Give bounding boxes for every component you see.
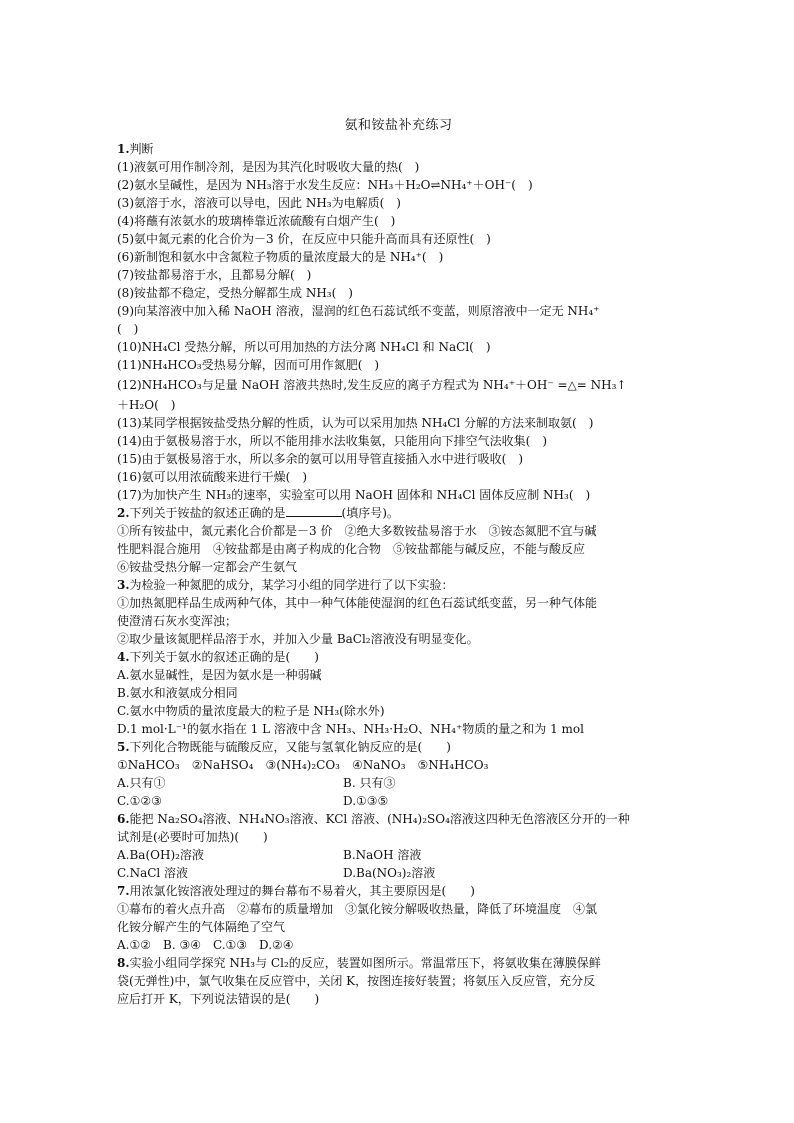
q2-number: 2. [117,506,130,520]
q7-reason-line: 化铵分解产生的气体隔绝了空气 [117,920,286,934]
q8-number: 8. [117,956,130,970]
q2-stem [117,504,680,522]
q6-stem-text: 能把 Na₂SO₄溶液、NH₄NO₃溶液、KCl 溶液、(NH₄)₂SO₄溶液这四种无色溶液区分开的一种 [129,812,630,826]
q1-item: (14)由于氨极易溶于水，所以不能用排水法收集氨，只能用向下排空气法收集( ) [117,434,547,448]
q1-item: (4)将蘸有浓氨水的玻璃棒靠近浓硫酸有白烟产生( ) [117,214,396,228]
q1-item: (11)NH₄HCO₃受热易分解，因而可用作氮肥( ) [117,358,380,372]
q3-line: ②取少量该氮肥样品溶于水，并加入少量 BaCl₂溶液没有明显变化。 [117,632,479,646]
q1-item: (2)氨水呈碱性，是因为 NH₃溶于水发生反应：NH₃＋H₂O⇌NH₄⁺＋OH⁻( ) [117,178,533,192]
q1-header [117,140,680,158]
q1-item: (8)铵盐都不稳定，受热分解都生成 NH₃( ) [117,286,353,300]
q6-options-row [117,846,680,864]
q2-statement-line: ①所有铵盐中，氮元素化合价都是－3 价 ②绝大多数铵盐易溶于水 ③铵态氮肥不宜与碱 [117,524,597,538]
q4-option-b[interactable]: B.氨水和液氨成分相同 [117,686,238,700]
q7-options[interactable]: A.①② B. ③④ C.①③ D.②④ [117,938,294,952]
q1-item: ＋H₂O( ) [117,398,176,412]
q6-option-b[interactable]: B.NaOH 溶液 [343,848,422,862]
q5-stem [117,738,680,756]
q5-compound-list: ①NaHCO₃ ②NaHSO₄ ③(NH₄)₂CO₃ ④NaNO₃ ⑤NH₄HCO₃ [117,758,489,772]
q4-stem-text: 下列关于氨水的叙述正确的是( ) [129,650,319,664]
q5-options-row [117,774,680,792]
q1-item: (12)NH₄HCO₃与足量 NaOH 溶液共热时,发生反应的离子方程式为 NH₄⁺＋OH⁻ =△= NH₃↑ [117,378,627,392]
q1-item: (9)向某溶液中加入稀 NaOH 溶液，湿润的红色石蕊试纸不变蓝，则原溶液中一定无 NH₄⁺ [117,304,600,318]
q6-stem [117,810,680,828]
q1-item: (17)为加快产生 NH₃的速率，实验室可以用 NaOH 固体和 NH₄Cl 固体反应制 NH₃( ) [117,488,591,502]
q8-stem-text: 实验小组同学探究 NH₃与 Cl₂的反应，装置如图所示。常温常压下，将氨收集在薄膜保鲜 [129,956,601,970]
q1-item: (13)某同学根据铵盐受热分解的性质，认为可以采用加热 NH₄Cl 分解的方法来制取氨( ) [117,416,594,430]
q1-number: 1. [117,142,130,156]
q1-item: (1)液氨可用作制冷剂，是因为其汽化时吸收大量的热( ) [117,160,420,174]
q6-option-a[interactable]: A.Ba(OH)₂溶液 [117,848,204,862]
q5-option-a[interactable]: A.只有① [117,776,166,790]
q1-item: (7)铵盐都易溶于水，且都易分解( ) [117,268,312,282]
q7-number: 7. [117,884,130,898]
q6-option-c[interactable]: C.NaCl 溶液 [117,866,189,880]
q4-number: 4. [117,650,130,664]
q8-stem [117,954,680,972]
q3-number: 3. [117,578,130,592]
q2-statement-line: ⑥铵盐受热分解一定都会产生氨气 [117,560,298,574]
q1-item: (3)氨溶于水，溶液可以导电，因此 NH₃为电解质( ) [117,196,401,210]
q4-option-c[interactable]: C.氨水中物质的量浓度最大的粒子是 NH₃(除水外) [117,704,385,718]
q8-stem-cont: 应后打开 K，下列说法错误的是( ) [117,992,320,1006]
q4-stem [117,648,680,666]
q4-option-d[interactable]: D.1 mol·L⁻¹的氨水指在 1 L 溶液中含 NH₃、NH₃·H₂O、NH₄⁺物质的量之和为 1 mol [117,722,584,736]
q5-stem-text: 下列化合物既能与硫酸反应，又能与氢氧化钠反应的是( ) [129,740,451,754]
q7-reason-line: ①幕布的着火点升高 ②幕布的质量增加 ③氯化铵分解吸收热量，降低了环境温度 ④氯 [117,902,598,916]
q2-statement-line: 性肥料混合施用 ④铵盐都是由离子构成的化合物 ⑤铵盐都能与碱反应，不能与酸反应 [117,542,586,556]
q2-stem-tail: (填序号)。 [341,506,399,520]
q3-line: 使澄清石灰水变浑浊； [117,614,238,628]
q6-number: 6. [117,812,130,826]
q7-stem-text: 用浓氯化铵溶液处理过的舞台幕布不易着火，其主要原因是( ) [129,884,475,898]
q3-stem [117,576,680,594]
q3-stem-text: 为检验一种氮肥的成分，某学习小组的同学进行了以下实验： [129,578,454,592]
q1-item: (6)新制饱和氨水中含氮粒子物质的量浓度最大的是 NH₄⁺( ) [117,250,444,264]
q1-label: 判断 [129,142,154,156]
q6-stem-cont: 试剂是(必要时可加热)( ) [117,830,268,844]
page-title: 氨和铵盐补充练习 [344,118,453,133]
q4-option-a[interactable]: A.氨水显碱性，是因为氨水是一种弱碱 [117,668,322,682]
q5-option-d[interactable]: D.①③⑤ [343,794,389,808]
answer-blank[interactable] [286,504,342,517]
q1-item: (10)NH₄Cl 受热分解，所以可用加热的方法分离 NH₄Cl 和 NaCl( ) [117,340,491,354]
q1-item: (15)由于氨极易溶于水，所以多余的氨可以用导管直接插入水中进行吸收( ) [117,452,523,466]
q3-line: ①加热氮肥样品生成两种气体，其中一种气体能使湿润的红色石蕊试纸变蓝，另一种气体能 [117,596,598,610]
q6-option-d[interactable]: D.Ba(NO₃)₂溶液 [343,866,436,880]
q2-stem-text: 下列关于铵盐的叙述正确的是 [129,506,286,520]
q5-option-c[interactable]: C.①②③ [117,794,162,808]
q1-item: (16)氨可以用浓硫酸来进行干燥( ) [117,470,307,484]
q1-item: ( ) [117,322,139,336]
worksheet-page [117,118,680,1008]
q1-item: (5)氨中氮元素的化合价为－3 价，在反应中只能升高而具有还原性( ) [117,232,491,246]
q6-options-row [117,864,680,882]
q5-number: 5. [117,740,130,754]
q5-options-row [117,792,680,810]
q7-stem [117,882,680,900]
q5-option-b[interactable]: B. 只有③ [343,776,396,790]
q8-stem-cont: 袋(无弹性)中，氯气收集在反应管中，关闭 K，按图连接好装置；将氨压入反应管，充分反 [117,974,596,988]
